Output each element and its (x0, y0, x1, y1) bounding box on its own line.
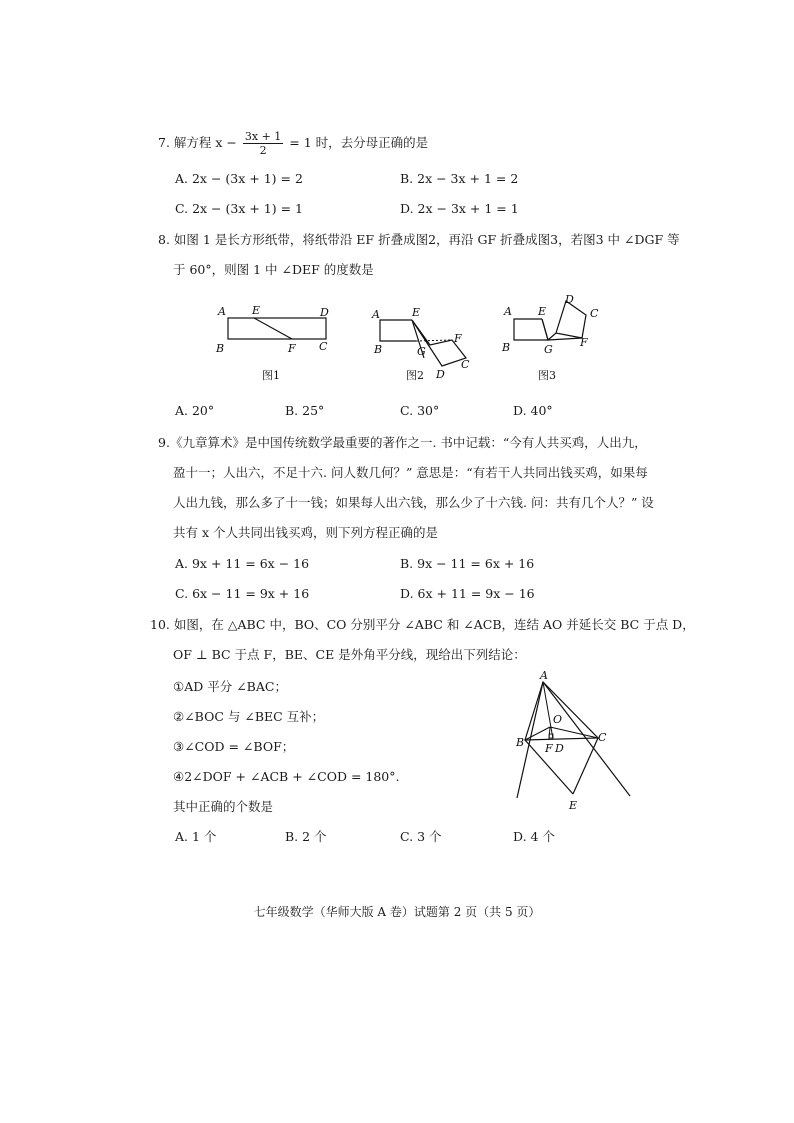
fig1-label-c: C (319, 340, 328, 353)
q10-option-c: C. 3 个 (400, 829, 442, 844)
fig1-label-b: B (216, 342, 225, 355)
q7-frac-numerator: 3x + 1 (244, 130, 282, 143)
fig2-label-d: D (436, 368, 445, 381)
q8-number: 8. (158, 232, 170, 247)
fig2-label-f: F (454, 332, 462, 345)
q10-text-1: 如图，在 △ABC 中，BO、CO 分别平分 ∠ABC 和 ∠ACB，连结 AO 并延长交 BC 于点 D， (173, 617, 695, 632)
q10-conclusion-2: ②∠BOC 与 ∠BEC 互补； (173, 709, 325, 724)
q9-option-d: D. 6x + 11 = 9x − 16 (400, 586, 535, 601)
q9-line-3: 人出九钱，那么多了十一钱；如果每人出六钱，那么少了十六钱. 问：共有几个人？” 设 (173, 495, 654, 510)
fig3-label-f: F (580, 336, 588, 349)
fig3-label-c: C (590, 307, 599, 320)
q8-line-1 (158, 232, 680, 248)
q10-conclusion-3: ③∠COD = ∠BOF； (173, 739, 295, 754)
q8-figure-1 (212, 300, 342, 385)
fig1-label-f: F (288, 342, 296, 355)
fig1-caption: 图1 (262, 369, 280, 382)
q10-label-d: D (555, 742, 564, 755)
q7-frac-denominator: 2 (259, 144, 267, 157)
q8-option-c: C. 30° (400, 403, 440, 418)
fig3-label-e: E (538, 305, 547, 318)
q7-option-c: C. 2x − (3x + 1) = 1 (175, 201, 303, 216)
q10-conclusion-1: ①AD 平分 ∠BAC； (173, 679, 287, 694)
q10-option-a: A. 1 个 (175, 829, 217, 844)
fig2-label-g: G (417, 345, 426, 358)
q9-line-4: 共有 x 个人共同出钱买鸡，则下列方程正确的是 (173, 525, 438, 540)
q10-line-1 (150, 617, 695, 633)
q9-line-2: 盈十一；人出六，不足十六. 问人数几何？” 意思是：“有若干人共同出钱买鸡，如果每 (173, 465, 648, 480)
fig2-label-b: B (374, 343, 383, 356)
q10-label-o: O (553, 713, 563, 726)
q8-text-1: 如图 1 是长方形纸带，将纸带沿 EF 折叠成图2，再沿 GF 折叠成图3，若图3 中 ∠DGF 等 (173, 232, 680, 247)
q9-line-1 (158, 435, 647, 451)
fig2-caption: 图2 (406, 369, 424, 382)
fig2-label-e: E (412, 306, 421, 319)
q10-line-2: OF ⊥ BC 于点 F，BE、CE 是外角平分线，现给出下列结论： (173, 647, 526, 662)
q10-label-e: E (569, 799, 578, 812)
fig3-label-b: B (502, 341, 511, 354)
fig2-label-c: C (461, 358, 470, 371)
q10-label-c: C (598, 731, 607, 744)
q10-option-d: D. 4 个 (513, 829, 555, 844)
q10-label-b: B (516, 736, 525, 749)
q8-option-d: D. 40° (513, 403, 553, 418)
q9-option-a: A. 9x + 11 = 6x − 16 (175, 556, 310, 571)
q8-figure-2 (368, 300, 483, 385)
fig3-caption: 图3 (538, 369, 556, 382)
fig3-label-g: G (544, 343, 553, 356)
fig1-label-e: E (252, 304, 261, 317)
q10-option-b: B. 2 个 (285, 829, 327, 844)
q10-label-f: F (545, 742, 553, 755)
q8-line-2: 于 60°，则图 1 中 ∠DEF 的度数是 (173, 262, 374, 277)
fig1-label-a: A (218, 305, 226, 318)
q7-number: 7. (158, 135, 170, 150)
q7-stem-post: = 1 时，去分母正确的是 (289, 135, 429, 150)
q9-text-1: 《九章算术》是中国传统数学最重要的著作之一. 书中记载：“今有人共买鸡，人出九， (169, 435, 647, 450)
q10-figure (505, 670, 635, 820)
q10-ask: 其中正确的个数是 (173, 799, 274, 814)
q7-stem-pre: 解方程 x − (173, 135, 237, 150)
q9-number: 9. (158, 435, 170, 450)
q7-option-d: D. 2x − 3x + 1 = 1 (400, 201, 519, 216)
q10-number: 10. (150, 617, 170, 632)
page-footer: 七年级数学（华师大版 A 卷）试题第 2 页（共 5 页） (253, 905, 541, 919)
fig2-label-a: A (372, 308, 380, 321)
q8-figure-3 (498, 293, 613, 385)
q7-fraction (243, 130, 283, 157)
fig3-label-a: A (504, 305, 512, 318)
q10-conclusion-4: ④2∠DOF + ∠ACB + ∠COD = 180°. (173, 769, 400, 784)
q7-stem (158, 130, 428, 157)
q9-option-b: B. 9x − 11 = 6x + 16 (400, 556, 535, 571)
q7-option-a: A. 2x − (3x + 1) = 2 (175, 171, 303, 186)
q9-option-c: C. 6x − 11 = 9x + 16 (175, 586, 310, 601)
fig1-label-d: D (320, 306, 329, 319)
q8-option-a: A. 20° (175, 403, 215, 418)
q8-option-b: B. 25° (285, 403, 325, 418)
q10-label-a: A (540, 670, 548, 682)
fig3-label-d: D (565, 293, 574, 306)
q7-option-b: B. 2x − 3x + 1 = 2 (400, 171, 519, 186)
